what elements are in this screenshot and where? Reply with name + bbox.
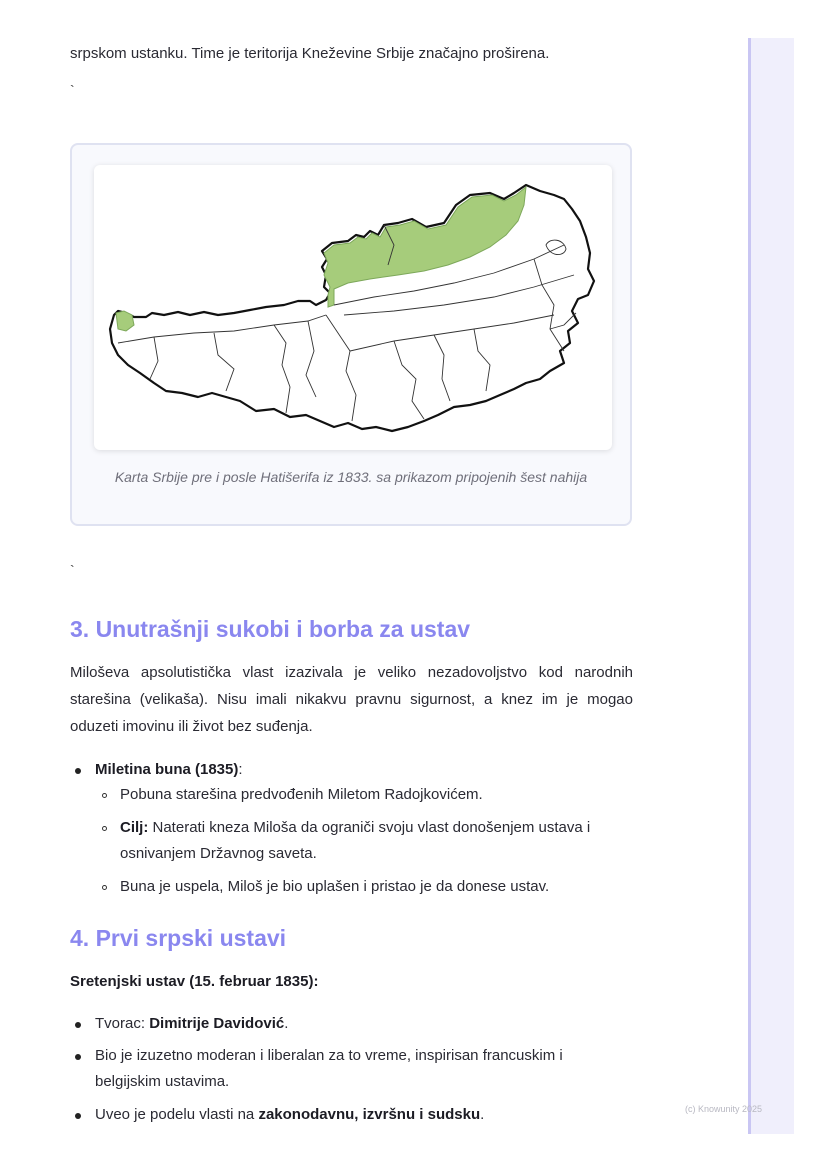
list-item-continuation: belgijskim ustavima.	[95, 1073, 230, 1090]
section-3-heading: 3. Unutrašnji sukobi i borba za ustav	[70, 616, 471, 642]
stray-backtick: `	[70, 562, 75, 578]
bullet-title: Miletina buna (1835)	[95, 761, 239, 778]
list-item	[95, 757, 243, 783]
intro-fragment: srpskom ustanku. Time je teritorija Kneževine Srbije značajno proširena.	[70, 45, 550, 62]
sub-bullet-circle	[102, 793, 107, 798]
section-4-heading: 4. Prvi srpski ustavi	[70, 925, 287, 951]
goal-label: Cilj:	[120, 819, 149, 836]
sub-list-item: Buna je uspela, Miloš je bio uplašen i pristao je da donese ustav.	[120, 878, 550, 895]
bullet-dot	[75, 1054, 81, 1060]
figure-caption: Karta Srbije pre i posle Hatišerifa iz 1833. sa prikazom pripojenih šest nahija	[114, 469, 588, 485]
stray-backtick: `	[70, 82, 75, 98]
bullet-suffix: :	[238, 761, 243, 778]
list-item: Uveo je podelu vlasti na zakonodavnu, izvršnu i sudsku.	[95, 1106, 485, 1123]
sub-list-item-continuation: osnivanjem Državnog saveta.	[120, 845, 317, 862]
sub-bullet-circle	[102, 826, 107, 831]
section-4-subheading: Sretenjski ustav (15. februar 1835):	[70, 973, 319, 990]
map-illustration	[94, 165, 612, 450]
author-name: Dimitrije Davidović	[149, 1015, 285, 1032]
watermark: (c) Knowunity 2025	[685, 1104, 763, 1114]
bullet-dot	[75, 768, 81, 774]
map-figure	[70, 143, 632, 526]
sub-list-item: Pobuna starešina predvođenih Miletom Radojkovićem.	[120, 786, 483, 803]
map-image-card	[94, 165, 612, 450]
bullet-dot	[75, 1022, 81, 1028]
bullet-dot	[75, 1113, 81, 1119]
sub-list-item: Cilj: Naterati kneza Miloša da ograniči svoju vlast donošenjem ustava i	[120, 819, 591, 836]
list-item: Tvorac: Dimitrije Davidović.	[95, 1015, 289, 1032]
powers-list: zakonodavnu, izvršnu i sudsku	[258, 1106, 481, 1123]
list-item: Bio je izuzetno moderan i liberalan za to vreme, inspirisan francuskim i	[95, 1047, 563, 1064]
right-sidebar-panel	[748, 38, 794, 1134]
sub-bullet-circle	[102, 885, 107, 890]
map-outline	[110, 185, 594, 431]
section-3-paragraph: Miloševa apsolutistička vlast izazivala je veliko nezadovoljstvo kod narodnih starešina (velikaša). Nisu imali nikakvu pravnu sigurnost, a knez im je mogao oduzeti imovinu ili život bez suđenja.	[70, 664, 633, 735]
